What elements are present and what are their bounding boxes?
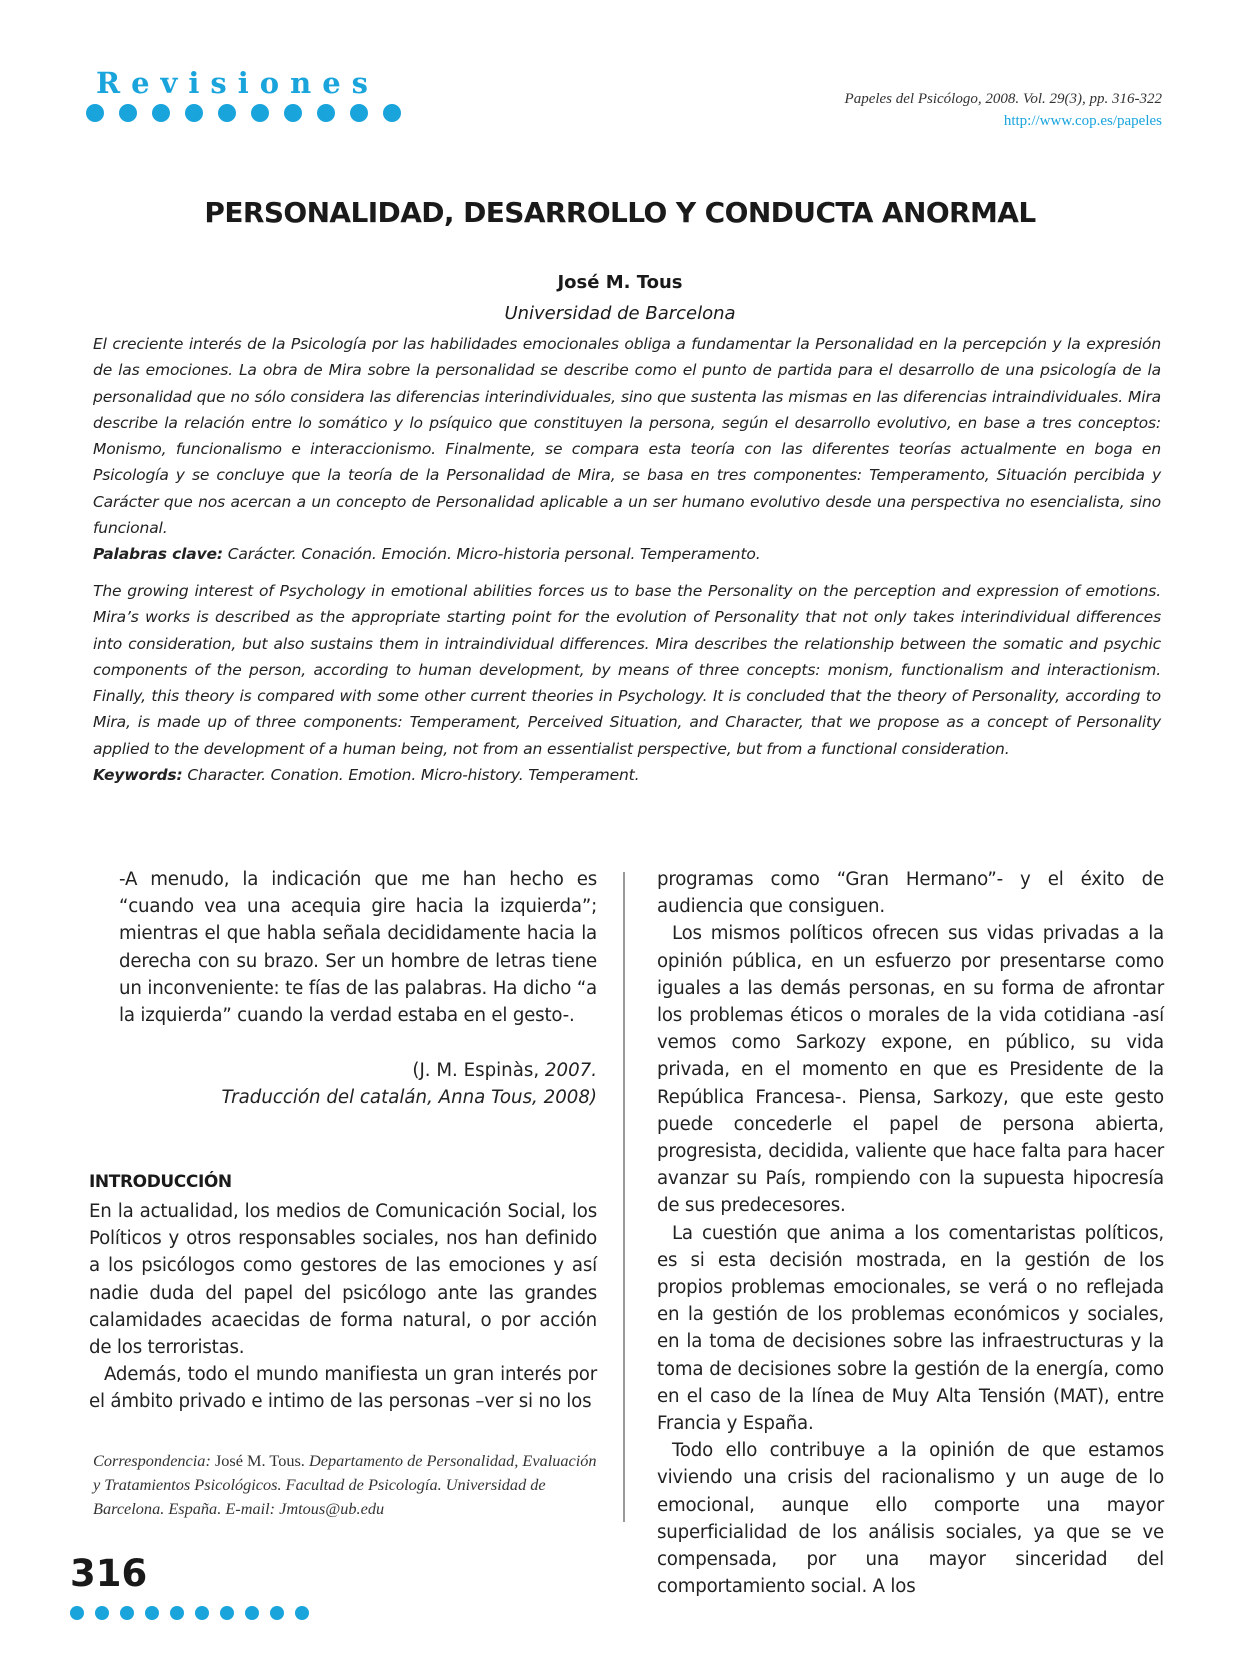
keywords-en — [93, 762, 1161, 788]
journal-url-link[interactable]: http://www.cop.es/papeles — [1003, 113, 1162, 129]
author-name: José M. Tous — [557, 272, 683, 293]
keywords-es-label: Palabras clave: — [93, 545, 223, 564]
footnote-name: José M. Tous. — [214, 1451, 305, 1470]
journal-citation — [845, 88, 1162, 132]
journal-reference: Papeles del Psicólogo, 2008. Vol. 29(3), pp. 316-322 — [844, 91, 1162, 107]
right-paragraph-2: La cuestión que anima a los comentaristas políticos, es si esta decisión mostrada, en la gestión de los propios problemas emocionales, se verá o no reflejada en la gestión de los problemas económicos y sociales, en la toma de decisiones sobre las infraestructuras y la toma de decisiones sobre la gestión de la energía, como en el caso de la línea de Muy Alta Tensión (MAT), entre Francia y España. — [657, 1222, 1164, 1435]
section-heading-introduccion: INTRODUCCIÓN — [89, 1172, 232, 1192]
epigraph-quote: -A menudo, la indicación que me han hecho es “cuando vea una acequia gire hacia la izquierda”; mientras el que habla señala decididamente hacia la derecha con su brazo. Ser un hombre de letras tiene un inconveniente: te fías de las palabras. Ha dicho “a la izquierda” cuando la verdad estaba en el gesto-. — [119, 869, 597, 1027]
left-column-body — [89, 1198, 597, 1416]
intro-paragraph-2: Además, todo el mundo manifiesta un gran interés por el ámbito privado e intimo de las personas –ver si no los — [89, 1364, 597, 1413]
header-dots-decoration — [86, 104, 401, 122]
abstract-en-text: The growing interest of Psychology in emotional abilities forces us to base the Personality on the perception and expression of emotions. Mira’s works is described as the appropriate starting point for the evolution of Personality that not only takes interindividual differences into consideration, but also sustains them in intraindividual differences. Mira describes the relationship between the somatic and psychic components of the person, according to human development, by means of three concepts: monism, functionalism and interactionism. Finally, this theory is compared with some other current theories in Psychology. It is concluded that the theory of Personality, according to Mira, is made up of three components: Temperament, Perceived Situation, and Character, that we propose as a concept of Personality applied to the development of a human being, not from an essentialist perspective, but from a functional consideration. — [93, 582, 1161, 758]
keywords-en-label: Keywords: — [93, 766, 183, 785]
right-paragraph-1: Los mismos políticos ofrecen sus vidas privadas a la opinión pública, en un esfuerzo por presentarse como iguales a las demás personas, en su forma de afrontar los problemas éticos o morales de la vida cotidiana -así vemos como Sarkozy expone, en público, su vida privada, en el momento en que es Presidente de la República Francesa-. Piensa, Sarkozy, que este gesto puede concederle el papel de persona abierta, progresista, decidida, valiente que hace falta para hacer avanzar su País, rompiendo con la supuesta hipocresía de sus predecesores. — [657, 923, 1164, 1217]
correspondence-footnote — [93, 1449, 605, 1521]
keywords-en-values: Character. Conation. Emotion. Micro-history. Temperament. — [187, 766, 640, 785]
footnote-label: Correspondencia: — [93, 1451, 211, 1470]
article-title: PERSONALIDAD, DESARROLLO Y CONDUCTA ANORMAL — [204, 196, 1036, 229]
footnote-details: Departamento de Personalidad, Evaluación y Tratamientos Psicológicos. Facultad de Psicología. Universidad de Barcelona. España. E-mail: Jmtous@ub.edu — [93, 1451, 597, 1518]
section-label: Revisiones — [96, 66, 379, 100]
epigraph-attribution-2: Traducción del catalán, Anna Tous, 2008) — [221, 1087, 597, 1108]
epigraph-attribution-1 — [119, 1057, 597, 1084]
intro-paragraph-1: En la actualidad, los medios de Comunicación Social, los Políticos y otros responsables sociales, nos han definido a los psicólogos como gestores de las emociones y así nadie duda del papel del psicólogo ante las grandes calamidades acaecidas de forma natural, o por acción de los terroristas. — [89, 1201, 597, 1359]
keywords-es — [93, 541, 1161, 567]
right-column-body — [657, 866, 1164, 1600]
abstract-spanish — [93, 331, 1161, 568]
right-paragraph-3: Todo ello contribuye a la opinión de que estamos viviendo una crisis del racionalismo y un auge de lo emocional, aunque ello comporte una mayor superficialidad de los análisis sociales, ya que se ve compensada, por una mayor sinceridad del comportamiento social. A los — [657, 1440, 1164, 1598]
column-divider — [623, 872, 625, 1522]
footer-dots-decoration — [70, 1606, 309, 1620]
right-paragraph-0: programas como “Gran Hermano”- y el éxito de audiencia que consiguen. — [657, 869, 1164, 918]
abstract-es-text: El creciente interés de la Psicología por las habilidades emocionales obliga a fundamentar la Personalidad en la percepción y la expresión de las emociones. La obra de Mira sobre la personalidad se describe como el punto de partida para el desarrollo de una psicología de la personalidad que no sólo considera las diferencias interindividuales, sino que sustenta las mismas en las diferencias intraindividuales. Mira describe la relación entre lo somático y lo psíquico que constituyen la persona, según el desarrollo evolutivo, en base a tres conceptos: Monismo, funcionalismo e interaccionismo. Finalmente, se compara esta teoría con las diferentes teorías actualmente en boga en Psicología y se concluye que la teoría de la Personalidad de Mira, se basa en tres componentes: Temperamento, Situación percibida y Carácter que nos acercan a un concepto de Personalidad aplicable a un ser humano evolutivo desde una perspectiva no esencialista, sino funcional. — [93, 335, 1161, 538]
abstract-english — [93, 578, 1161, 788]
page-number: 316 — [70, 1552, 148, 1595]
epigraph-author: (J. M. Espinàs, — [412, 1060, 540, 1081]
author-affiliation: Universidad de Barcelona — [504, 303, 736, 324]
keywords-es-values: Carácter. Conación. Emoción. Micro-historia personal. Temperamento. — [227, 545, 761, 564]
epigraph-year: 2007. — [544, 1060, 597, 1081]
